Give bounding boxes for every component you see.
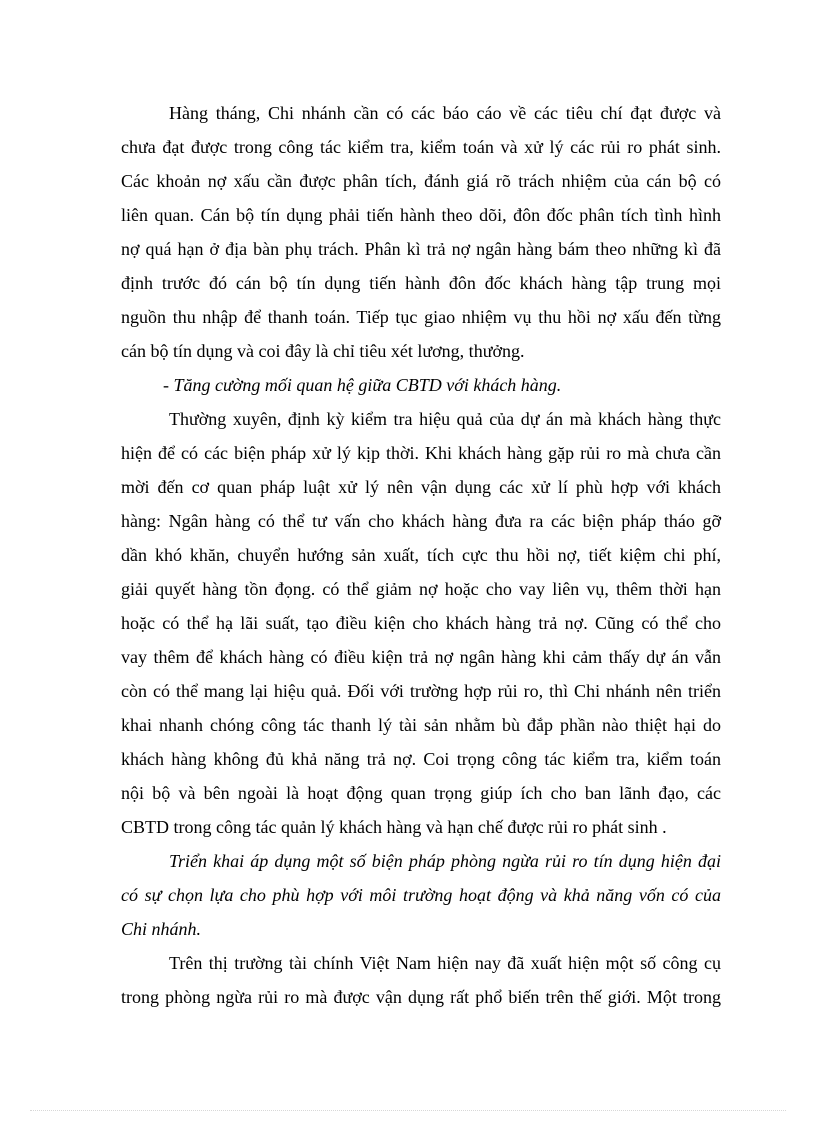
paragraph-line: còn có thể mang lại hiệu quả. Đối với trường hợp rủi ro, thì Chi nhánh nên triển [121, 681, 721, 701]
paragraph-line: hàng: Ngân hàng có thể tư vấn cho khách hàng đưa ra các biện pháp tháo gỡ [121, 511, 721, 531]
paragraph-line: trong phòng ngừa rủi ro mà được vận dụng rất phổ biến trên thế giới. Một trong [121, 987, 721, 1007]
paragraph-2 [121, 402, 721, 844]
paragraph-line: chưa đạt được trong công tác kiểm tra, kiểm toán và xử lý các rủi ro phát sinh. [121, 137, 721, 157]
paragraph-line: mời đến cơ quan pháp luật xử lý nên vận dụng các xử lí phù hợp với khách [121, 477, 721, 497]
section-heading-relationship: - Tăng cường mối quan hệ giữa CBTD với khách hàng. [163, 375, 562, 395]
paragraph-line: hoặc có thể hạ lãi suất, tạo điều kiện cho khách hàng trả nợ. Cũng có thể cho [121, 613, 721, 633]
section-heading-measures [121, 844, 721, 946]
document-body [121, 96, 721, 1014]
paragraph-line: dần khó khăn, chuyển hướng sản xuất, tích cực thu hồi nợ, tiết kiệm chi phí, [121, 545, 721, 565]
heading-line: Triển khai áp dụng một số biện pháp phòng ngừa rủi ro tín dụng hiện đại [169, 851, 721, 871]
paragraph-line: hiện để có các biện pháp xử lý kịp thời. Khi khách hàng gặp rủi ro mà chưa cần [121, 443, 721, 463]
paragraph-line: khai nhanh chóng công tác thanh lý tài sản nhằm bù đắp phần nào thiệt hại do [121, 715, 721, 735]
paragraph-line: giải quyết hàng tồn đọng. có thể giảm nợ hoặc cho vay liên vụ, thêm thời hạn [121, 579, 721, 599]
paragraph-line: nội bộ và bên ngoài là hoạt động quan trọng giúp ích cho ban lãnh đạo, các [121, 783, 721, 803]
heading-line: có sự chọn lựa cho phù hợp với môi trường hoạt động và khả năng vốn có của [121, 885, 721, 905]
paragraph-3 [121, 946, 721, 1014]
paragraph-line: Thường xuyên, định kỳ kiểm tra hiệu quả của dự án mà khách hàng thực [169, 409, 721, 429]
paragraph-line: cán bộ tín dụng và coi đây là chỉ tiêu xét lương, thưởng. [121, 341, 525, 361]
paragraph-line: nguồn thu nhập để thanh toán. Tiếp tục giao nhiệm vụ thu hồi nợ xấu đến từng [121, 307, 721, 327]
paragraph-line: Hàng tháng, Chi nhánh cần có các báo cáo về các tiêu chí đạt được và [169, 103, 721, 123]
paragraph-line: định trước đó cán bộ tín dụng tiến hành đôn đốc khách hàng tập trung mọi [121, 273, 721, 293]
paragraph-line: khách hàng không đủ khả năng trả nợ. Coi trọng công tác kiểm tra, kiểm toán [121, 749, 721, 769]
paragraph-line: Các khoản nợ xấu cần được phân tích, đánh giá rõ trách nhiệm của cán bộ có [121, 171, 721, 191]
heading-line: Chi nhánh. [121, 919, 202, 939]
paragraph-line: vay thêm để khách hàng có điều kiện trả nợ ngân hàng khi cảm thấy dự án vẫn [121, 647, 721, 667]
paragraph-line: liên quan. Cán bộ tín dụng phải tiến hành theo dõi, đôn đốc phân tích tình hình [121, 205, 721, 225]
paragraph-line: CBTD trong công tác quản lý khách hàng và hạn chế được rủi ro phát sinh . [121, 817, 667, 837]
paragraph-line: nợ quá hạn ở địa bàn phụ trách. Phân kì trả nợ ngân hàng bám theo những kì đã [121, 239, 721, 259]
paragraph-1 [121, 96, 721, 368]
page-bottom-divider [30, 1110, 786, 1111]
paragraph-line: Trên thị trường tài chính Việt Nam hiện nay đã xuất hiện một số công cụ [169, 953, 721, 973]
